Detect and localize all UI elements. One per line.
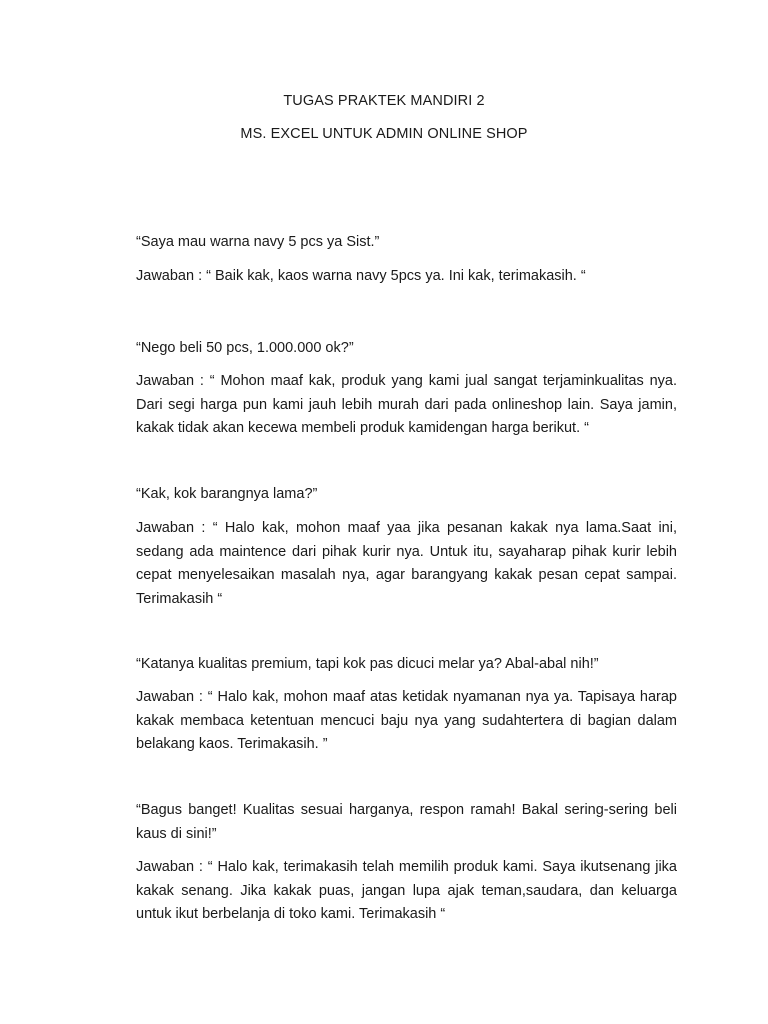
answer-5 bbox=[136, 855, 677, 927]
answer-1 bbox=[136, 264, 677, 289]
question-text: “Kak, kok barangnya lama?” bbox=[136, 486, 318, 502]
answer-4 bbox=[136, 685, 677, 757]
question-text: “Saya mau warna navy 5 pcs ya Sist.” bbox=[136, 234, 380, 250]
question-5 bbox=[136, 798, 677, 846]
answer-3 bbox=[136, 516, 677, 611]
question-2 bbox=[136, 336, 677, 361]
question-text: “Bagus banget! Kualitas sesuai harganya, respon ramah! Bakal sering-sering beli kaus di sini!” bbox=[136, 802, 677, 842]
answer-text: Jawaban : “ Halo kak, mohon maaf atas ketidak nyamanan nya ya. Tapisaya harap kakak membaca ketentuan mencuci baju nya yang sudahtertera di bagian dalam belakang kaos. Terimakasih. ” bbox=[136, 689, 677, 752]
question-text: “Katanya kualitas premium, tapi kok pas dicuci melar ya? Abal-abal nih!” bbox=[136, 656, 599, 672]
document-title: TUGAS PRAKTEK MANDIRI 2 bbox=[283, 93, 485, 109]
question-text: “Nego beli 50 pcs, 1.000.000 ok?” bbox=[136, 340, 354, 356]
answer-text: Jawaban : “ Baik kak, kaos warna navy 5pcs ya. Ini kak, terimakasih. “ bbox=[136, 268, 586, 284]
answer-text: Jawaban : “ Mohon maaf kak, produk yang kami jual sangat terjaminkualitas nya. Dari segi harga pun kami jauh lebih murah dari pada onlineshop lain. Saya jamin, kakak tidak akan kecewa membeli produk kamidengan harga berikut. “ bbox=[136, 373, 677, 436]
question-3 bbox=[136, 482, 677, 507]
question-4 bbox=[136, 652, 677, 677]
answer-text: Jawaban : “ Halo kak, mohon maaf yaa jika pesanan kakak nya lama.Saat ini, sedang ada maintence dari pihak kurir nya. Untuk itu, sayaharap pihak kurir lebih cepat menyelesaikan masalah nya, agar barangyang kakak pesan cepat sampai. Terimakasih “ bbox=[136, 520, 677, 607]
question-1 bbox=[136, 231, 677, 255]
document-subtitle: MS. EXCEL UNTUK ADMIN ONLINE SHOP bbox=[240, 126, 528, 142]
answer-text: Jawaban : “ Halo kak, terimakasih telah memilih produk kami. Saya ikutsenang jika kakak senang. Jika kakak puas, jangan lupa ajak teman,saudara, dan keluarga untuk ikut berbelanja di toko kami. Terimakasih “ bbox=[136, 859, 677, 922]
answer-2 bbox=[136, 369, 677, 441]
